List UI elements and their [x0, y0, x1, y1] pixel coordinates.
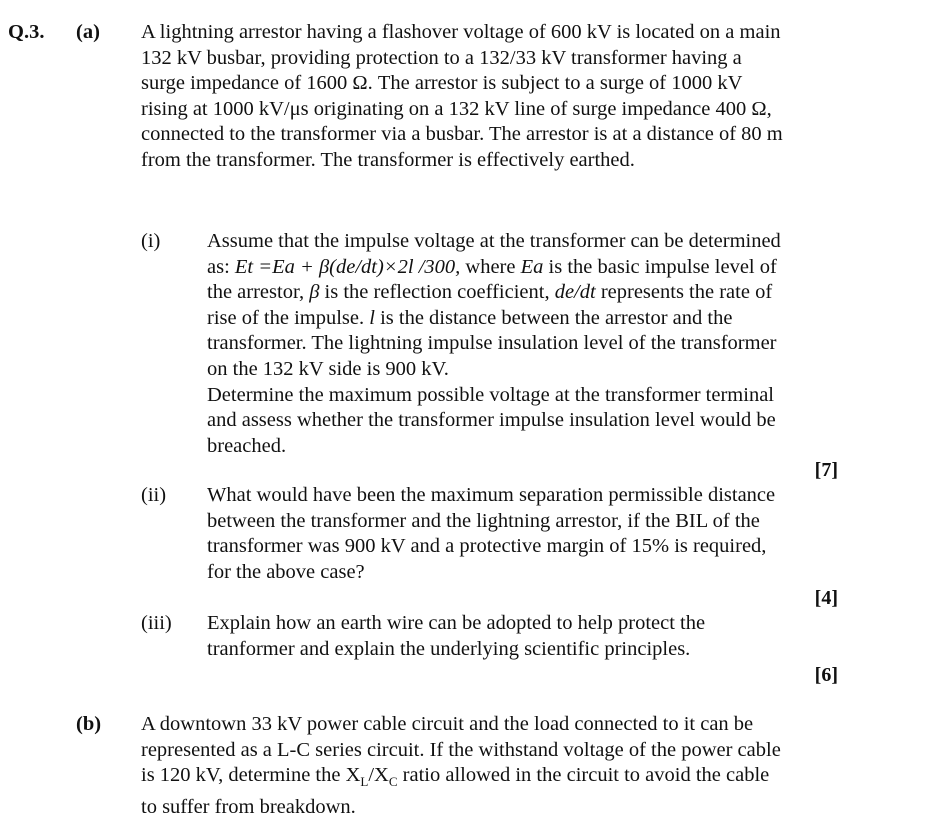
text-fragment: is the reflection coefficient, — [319, 281, 555, 304]
marks-sub-i: [7] — [814, 459, 838, 481]
sub-iii-label: (iii) — [141, 612, 172, 634]
part-b-label: (b) — [76, 713, 102, 735]
sub-i-line: transformer. The lightning impulse insulation level of the transformer — [207, 332, 777, 355]
part-b-line: A downtown 33 kV power cable circuit and the load connected to it can be — [141, 713, 754, 735]
sub-i-line: Assume that the impulse voltage at the transformer can be determined — [207, 230, 781, 252]
sub-iii-line: Explain how an earth wire can be adopted to help protect the — [207, 612, 706, 634]
sub-i-line: on the 132 kV side is 900 kV. — [207, 357, 449, 380]
sub-i-line: and assess whether the transformer impulse insulation level would be — [207, 409, 776, 432]
text-fragment: ratio allowed in the circuit to avoid the cable — [397, 764, 770, 787]
text-fragment: is 120 kV, determine the X — [141, 764, 361, 787]
sub-ii-line: for the above case? — [207, 560, 365, 583]
part-b-line: represented as a L-C series circuit. If the withstand voltage of the power cable — [141, 738, 781, 761]
part-a-label: (a) — [76, 21, 100, 43]
symbol-ea: Ea — [520, 255, 544, 278]
sub-i-line — [207, 306, 781, 332]
part-b-line: to suffer from breakdown. — [141, 795, 356, 818]
impulse-formula: Et =Ea + β(de/dt)×2l /300, — [234, 255, 461, 278]
sub-ii-label: (ii) — [141, 484, 167, 506]
text-fragment: where — [460, 255, 521, 278]
text-fragment: as: — [207, 255, 235, 278]
sub-iii-text — [207, 611, 705, 662]
marks-sub-iii: [6] — [814, 664, 838, 686]
part-a-line: 132 kV busbar, providing protection to a 132/33 kV transformer having a — [141, 46, 742, 69]
sub-ii-line: transformer was 900 kV and a protective margin of 15% is required, — [207, 535, 767, 558]
text-fragment: rise of the impulse. — [207, 306, 370, 329]
text-fragment: /X — [368, 764, 389, 787]
text-fragment: is the basic impulse level of — [543, 255, 777, 278]
symbol-dedt: de/dt — [554, 281, 596, 304]
sub-ii-text — [207, 483, 775, 585]
subscript-l: L — [360, 774, 369, 790]
sub-i-formula-line — [207, 255, 781, 281]
part-a-line: rising at 1000 kV/μs originating on a 132 kV line of surge impedance 400 Ω, — [141, 97, 772, 120]
part-a-line: connected to the transformer via a busbar. The arrestor is at a distance of 80 m — [141, 123, 783, 146]
question-number: Q.3. — [8, 21, 45, 43]
sub-i-label: (i) — [141, 230, 161, 252]
sub-i-line: Determine the maximum possible voltage at the transformer terminal — [207, 383, 774, 406]
text-fragment: represents the rate of — [595, 281, 773, 304]
part-b-text — [141, 712, 781, 820]
part-a-line: A lightning arrestor having a flashover voltage of 600 kV is located on a main — [141, 21, 781, 43]
sub-i-text — [207, 229, 781, 459]
marks-sub-ii: [4] — [814, 587, 838, 609]
part-b-line — [141, 763, 781, 795]
part-a-text — [141, 20, 783, 174]
sub-iii-line: tranformer and explain the underlying scientific principles. — [207, 637, 691, 660]
subscript-c: C — [388, 774, 398, 790]
sub-i-line — [207, 280, 781, 306]
sub-ii-line: What would have been the maximum separation permissible distance — [207, 484, 776, 506]
sub-i-line: breached. — [207, 434, 287, 457]
text-fragment: is the distance between the arrestor and the — [374, 306, 733, 329]
part-a-line: surge impedance of 1600 Ω. The arrestor is subject to a surge of 1000 kV — [141, 72, 743, 95]
text-fragment: the arrestor, — [207, 281, 310, 304]
part-a-line: from the transformer. The transformer is effectively earthed. — [141, 148, 635, 171]
symbol-beta: β — [309, 281, 320, 304]
symbol-l: l — [369, 306, 375, 329]
sub-ii-line: between the transformer and the lightning arrestor, if the BIL of the — [207, 509, 760, 532]
